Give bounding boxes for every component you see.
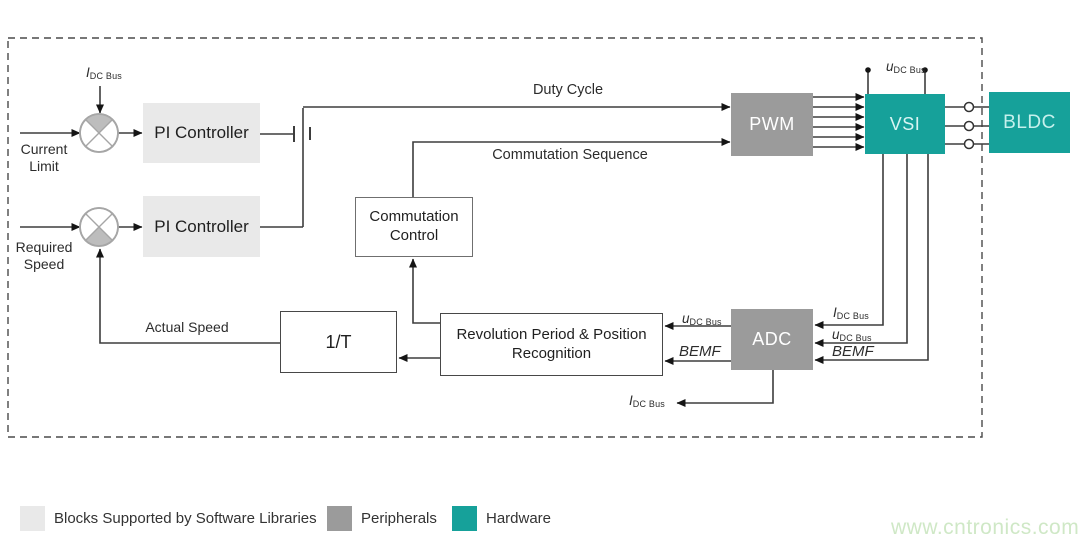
idc-sub: DC Bus (89, 71, 122, 81)
bemf-label-adc-left: BEMF (679, 343, 721, 360)
vsi-idc-sense-wire (815, 154, 883, 325)
watermark-text: www.cntronics.com (891, 516, 1080, 539)
phase-terminal-circle-2 (965, 122, 974, 131)
pi-controller-current-label: PI Controller (154, 123, 249, 143)
udc-bus-label-adc-left (682, 311, 722, 327)
current-limit-label: Current Limit (20, 141, 68, 175)
bemf-label-adc-right: BEMF (832, 343, 874, 360)
udc-sub: DC Bus (893, 65, 926, 75)
udc-sub: DC Bus (839, 333, 872, 343)
phase-terminal-circle-3 (965, 140, 974, 149)
bldc-block (989, 92, 1070, 153)
pwm-label: PWM (749, 114, 795, 135)
commutation-control-label: Commutation Control (369, 208, 459, 244)
udc-sub: DC Bus (689, 317, 722, 327)
udc-bus-label-adc-right (832, 327, 872, 343)
udc-bus-label-vsi-top (886, 59, 926, 75)
pi-controller-speed-block (143, 196, 260, 257)
bldc-label: BLDC (1003, 111, 1056, 133)
idc-base: I (629, 393, 633, 408)
vsi-block (865, 94, 945, 154)
idc-sub: DC Bus (836, 311, 869, 321)
legend-label-hardware: Hardware (486, 509, 552, 527)
sum-junction-speed (80, 208, 118, 246)
adc-block (731, 309, 813, 370)
one-over-t-label: 1/T (325, 331, 352, 352)
udc-tap-dot-left (865, 67, 871, 73)
sum-junction-current (80, 114, 118, 152)
udc-base: u (886, 59, 894, 74)
pwm-block (731, 93, 813, 156)
revolution-period-label: Revolution Period & Position Recognition (456, 325, 647, 362)
one-over-t-block (280, 311, 397, 373)
pi-controller-speed-label: PI Controller (154, 216, 249, 236)
udc-base: u (832, 327, 840, 342)
commutation-control-block (355, 197, 473, 257)
idc-bus-label-adc-bottom (610, 393, 665, 409)
required-speed-label: Required Speed (15, 239, 73, 273)
phase-terminal-circle-1 (965, 103, 974, 112)
vsi-label: VSI (889, 113, 921, 134)
idc-sub: DC Bus (632, 399, 665, 409)
duty-cycle-label: Duty Cycle (532, 82, 604, 98)
legend-swatch-software (20, 506, 45, 531)
legend-swatch-hardware (452, 506, 477, 531)
idc-base: I (833, 305, 837, 320)
legend-swatch-peripherals (327, 506, 352, 531)
udc-base: u (682, 311, 690, 326)
adc-label: ADC (752, 329, 792, 350)
revolution-period-block (440, 313, 663, 376)
idc-bus-label-top-left (86, 65, 122, 81)
actual-speed-label: Actual Speed (145, 319, 229, 335)
legend-label-software: Blocks Supported by Software Libraries (54, 509, 317, 527)
commutation-sequence-label: Commutation Sequence (492, 147, 648, 163)
legend-label-peripherals: Peripherals (361, 509, 437, 527)
adc-idc-output-wire (677, 370, 773, 403)
legend-item-software (20, 505, 317, 531)
revolution-to-commutation-wire (413, 259, 440, 323)
idc-bus-label-adc-right (833, 305, 869, 321)
legend-item-hardware (452, 505, 551, 531)
pi-controller-current-block (143, 103, 260, 163)
legend-item-peripherals (327, 505, 437, 531)
idc-base: I (86, 65, 90, 80)
